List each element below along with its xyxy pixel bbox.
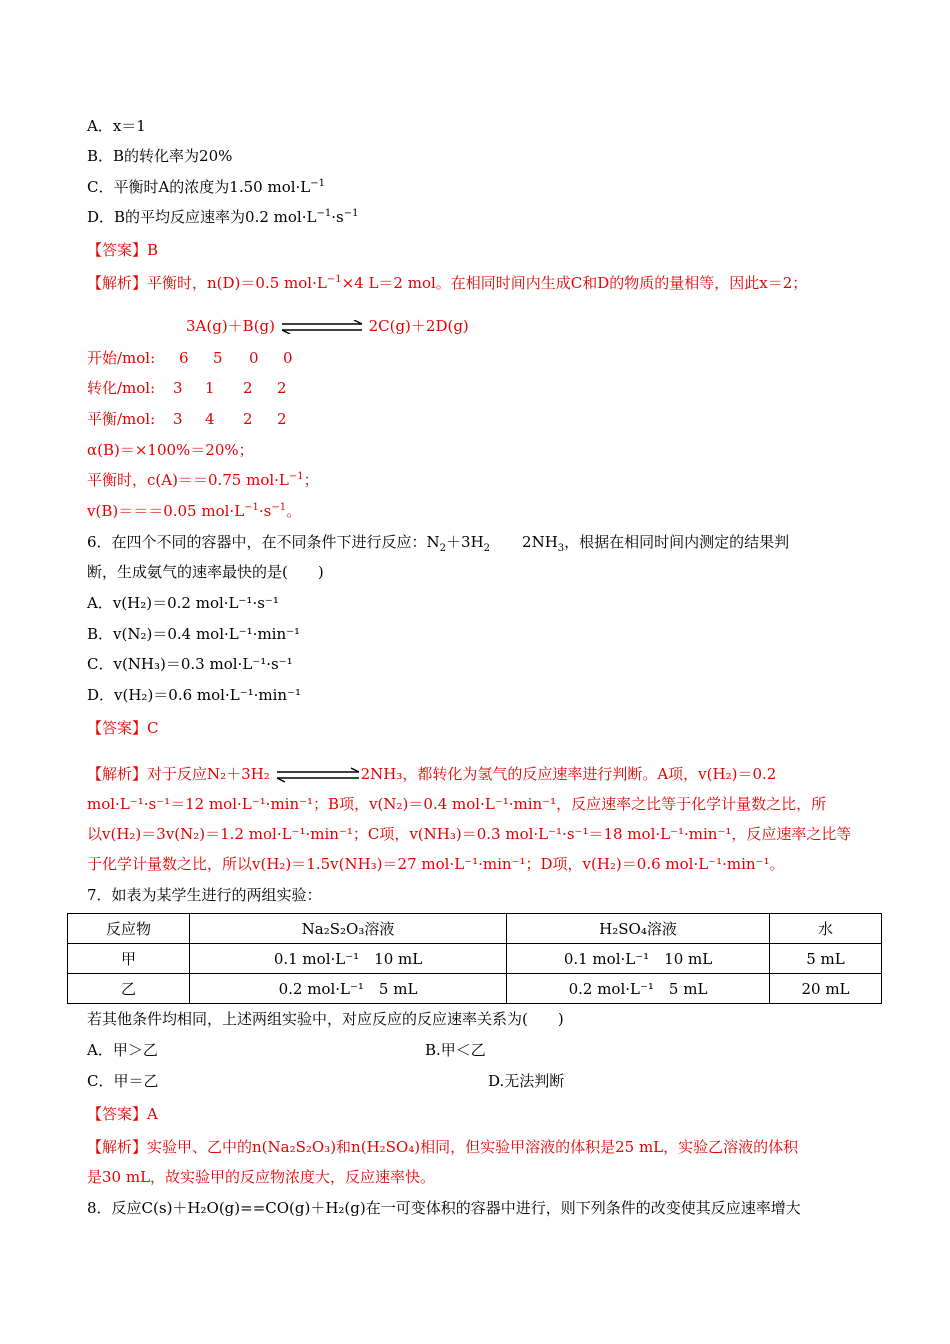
q5-option-a: A．x＝1 xyxy=(87,117,146,135)
equilibrium-arrow-icon xyxy=(280,320,364,334)
q5-row-equilibrium: 平衡/mol: 3 4 2 2 xyxy=(87,410,287,428)
q7-option-c: C．甲＝乙 xyxy=(87,1072,159,1090)
q5-alpha: α(B)＝×100%＝20%； xyxy=(87,441,254,459)
experiment-table xyxy=(67,913,882,1004)
table-cell: 甲 xyxy=(68,944,190,974)
q5-equation: 3A(g)＋B(g) 2C(g)＋2D(g) xyxy=(186,317,469,335)
q5-analysis-line1: 【解析】平衡时，n(D)＝0.5 $mol\cdot L^{-1}\times 4$ L＝2 mol。在相同时间内生成C和D的物质的量相等，因此x＝2； xyxy=(87,274,808,292)
table-cell: 0.2 mol·L⁻¹ 5 mL xyxy=(190,974,507,1004)
q6-stem-line2: 断，生成氨气的速率最快的是( ) xyxy=(87,563,324,581)
q5-answer: 【答案】B xyxy=(87,241,159,259)
q5-row-change: 转化/mol: 3 1 2 2 xyxy=(87,379,287,397)
table-row xyxy=(68,944,882,974)
q5-option-c: C．平衡时A的浓度为1.50 $mol\cdot L^{-1}$ xyxy=(87,178,326,196)
table-cell: 0.1 mol·L⁻¹ 10 mL xyxy=(190,944,507,974)
q6-analysis-line3: 以v(H₂)＝3v(N₂)＝1.2 mol·L⁻¹·min⁻¹；C项，v(NH₃)＝0.3 mol·L⁻¹·s⁻¹＝18 mol·L⁻¹·min⁻¹，反应速率之比等 xyxy=(87,825,852,843)
table-cell: 0.1 mol·L⁻¹ 10 mL xyxy=(507,944,770,974)
equilibrium-arrow-icon xyxy=(275,767,361,783)
table-row xyxy=(68,974,882,1004)
q6-analysis-line1: 【解析】对于反应N₂＋3H₂ 2NH₃，都转化为氢气的反应速率进行判断。A项，v(H₂)＝0.2 xyxy=(87,765,777,783)
q7-option-a: A．甲＞乙 xyxy=(87,1041,158,1059)
table-header-cell: Na₂S₂O₃溶液 xyxy=(190,914,507,944)
table-header-cell: 反应物 xyxy=(68,914,190,944)
q5-rate-b: v(B)＝＝＝0.05 $mol\cdot L^{-1}\cdot s^{-1}$。 xyxy=(87,502,302,520)
q7-option-d: D.无法判断 xyxy=(488,1072,565,1090)
q6-analysis-line2: mol·L⁻¹·s⁻¹＝12 mol·L⁻¹·min⁻¹；B项，v(N₂)＝0.4 mol·L⁻¹·min⁻¹，反应速率之比等于化学计量数之比，所 xyxy=(87,795,827,813)
q6-option-b: B．v(N₂)＝0.4 mol·L⁻¹·min⁻¹ xyxy=(87,625,301,643)
q5-option-b: B．B的转化率为20% xyxy=(87,147,233,165)
q5-row-start: 开始/mol: 6 5 0 0 xyxy=(87,349,293,367)
table-header-row xyxy=(68,914,882,944)
q7-answer: 【答案】A xyxy=(87,1105,158,1123)
q6-answer: 【答案】C xyxy=(87,719,159,737)
q7-stem: 7．如表为某学生进行的两组实验： xyxy=(87,886,322,904)
q6-option-d: D．v(H₂)＝0.6 mol·L⁻¹·min⁻¹ xyxy=(87,686,302,704)
q7-question: 若其他条件均相同，上述两组实验中，对应反应的反应速率关系为( ) xyxy=(87,1010,564,1028)
q5-option-d: D．B的平均反应速率为0.2 $mol\cdot L^{-1}\cdot s^{-1}$ xyxy=(87,208,359,226)
q7-analysis-line2: 是30 mL，故实验甲的反应物浓度大，反应速率快。 xyxy=(87,1168,436,1186)
q8-stem: 8．反应C(s)＋H₂O(g)==CO(g)＋H₂(g)在一可变体积的容器中进行，则下列条件的改变使其反应速率增大 xyxy=(87,1199,801,1217)
table-cell: 5 mL xyxy=(770,944,882,974)
q7-analysis-line1: 【解析】实验甲、乙中的n(Na₂S₂O₃)和n(H₂SO₄)相同，但实验甲溶液的体积是25 mL，实验乙溶液的体积 xyxy=(87,1138,799,1156)
q6-analysis-line4: 于化学计量数之比，所以v(H₂)＝1.5v(NH₃)＝27 mol·L⁻¹·min⁻¹；D项，v(H₂)＝0.6 mol·L⁻¹·min⁻¹。 xyxy=(87,855,785,873)
q7-option-b: B.甲＜乙 xyxy=(425,1041,486,1059)
table-cell: 乙 xyxy=(68,974,190,1004)
q6-option-a: A．v(H₂)＝0.2 mol·L⁻¹·s⁻¹ xyxy=(87,594,279,612)
q5-conc-a: 平衡时，c(A)＝＝0.75 $mol\cdot L^{-1}$； xyxy=(87,471,319,489)
table-cell: 0.2 mol·L⁻¹ 5 mL xyxy=(507,974,770,1004)
q6-option-c: C．v(NH₃)＝0.3 mol·L⁻¹·s⁻¹ xyxy=(87,655,293,673)
table-header-cell: H₂SO₄溶液 xyxy=(507,914,770,944)
table-header-cell: 水 xyxy=(770,914,882,944)
table-cell: 20 mL xyxy=(770,974,882,1004)
q6-stem-line1: 6．在四个不同的容器中，在不同条件下进行反应：$N_2+3H_2$ $2NH_3$，根据在相同时间内测定的结果判 xyxy=(87,533,790,554)
